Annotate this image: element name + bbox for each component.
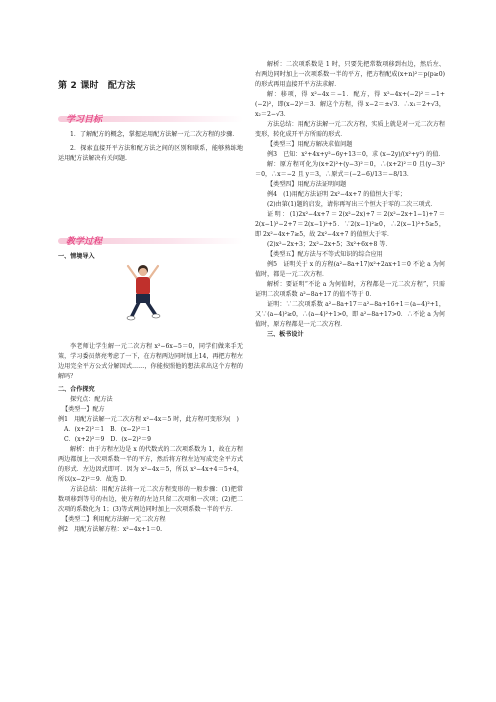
section-heading: 二、合作探究 [58, 386, 95, 393]
page-title: 第 2 课时 配方法 [58, 81, 136, 91]
example-3-answer: 解：原方程可化为(x+2)²+(y−3)²＝0，∴(x+2)²＝0 且(y−3)²＝0，∴x＝−2 且 y＝3，∴原式＝(−2−6)/13＝−8/13． [255, 161, 445, 178]
section-heading: 一、情境导入 [58, 253, 95, 260]
right-content [255, 60, 445, 340]
intro-paragraph: 李老师让学生解一元二次方程 x²−6x−5＝0，同学们做来手无策，学习委员蔡亮考虑了一下，在方程两边同时加上14，再把方程左边用完全平方公式分解因式……，你能按照他的想法求出这个方程的解吗？ [58, 343, 243, 380]
example-4-question-part2: (2)由第(1)题的启发，请你再写出三个恒大于零的二次三项式． [267, 201, 437, 208]
example-1-options: A．(x+2)²＝1 B．(x−2)²＝1 [64, 426, 151, 433]
type-heading: 【类型四】用配方法证明问题 [267, 181, 347, 188]
goals-list [58, 130, 243, 164]
goals-banner [58, 112, 243, 125]
example-2-question: 例2 用配方法解方程：x²−4x+1＝0. [58, 526, 163, 533]
goal-item: 1．了解配方的概念，掌握运用配方法解一元二次方程的步骤． [70, 131, 239, 138]
goals-banner-label: 学习目标 [66, 115, 103, 125]
goal-item: 2．探索直接开平方法和配方法之间的区别和联系，能够熟练地运用配方法解决有关问题. [58, 145, 243, 162]
type-heading: 【类型五】配方法与不等式知识的综合应用 [267, 251, 383, 258]
example-3-question: 例3 已知：x²+4x+y²−6y+13＝0，求 (x−2y)/(x²+y²) 的值． [267, 151, 445, 158]
example-5-analysis: 解析：要证明“不论 a 为何值时，方程都是一元二次方程”，只需证明二次项系数 a²−8a+17 的值不等于 0． [255, 281, 445, 298]
process-banner [58, 234, 243, 247]
type-heading: 【类型二】利用配方法解一元二次方程 [62, 516, 166, 523]
example-5-question: 例5 证明关于 x 的方程(a²−8a+17)x²+2ax+1＝0 不论 a 为何值时，都是一元二次方程． [255, 261, 445, 278]
jumping-boy-image [123, 262, 163, 328]
example-1-solution: 解析：由于方程左边是 x 的代数式的二次项系数为 1，故在方程两边都加上一次项系数一半的平方，然后将方程左边写成完全平方式的形式．左边因式即可．因为 x²−4x＝5，所以 x²−4x+4＝5+4，所以(x−2)²＝9．故选 D． [58, 446, 243, 483]
example-2-analysis: 解析：二次项系数是 1 时，只要先把常数项移到右边，然后左、右两边同时加上一次项系数一半的平方，把方程配成(x+n)²＝p(p≥0)的形式再用直接开平方法求解． [255, 61, 445, 88]
example-1-question: 例1 用配方法解一元二次方程 x²−4x＝5 时，此方程可变形为( ) [58, 416, 239, 423]
example-4-answer: 证明：(1)2x²−4x+7＝2(x²−2x)+7＝2(x²−2x+1−1)+7＝2(x−1)²−2+7＝2(x−1)²+5．∵2(x−1)²≥0，∴2(x−1)²+5≥5，即 2x²−4x+7≥5，故 2x²−4x+7 的值恒大于零． [255, 211, 445, 238]
example-4-question: 例4 (1)用配方法证明 2x²−4x+7 的值恒大于零； [267, 191, 406, 198]
explore-point: 探究点：配方法 [70, 396, 113, 403]
section-heading: 三、板书设计 [267, 331, 304, 338]
method-summary: 方法总结：用配方法将一元二次方程变形的一般步骤：(1)把常数项移到等号的右边，使方程的左边只留二次项和一次项；(2)把二次项的系数化为 1；(3)等式两边同时加上一次项系数一半的平方． [58, 486, 243, 513]
example-2-answer: 解：移项，得 x²−4x＝−1．配方，得 x²−4x+(−2)²＝−1+(−2)²，即(x−2)²＝3．解这个方程，得 x−2＝±√3．∴x₁＝2+√3，x₂＝2−√3． [255, 91, 445, 118]
example-4-answer-part2: (2)x²−2x+3；2x²−2x+5；3x²+6x+8 等． [267, 241, 392, 248]
type-heading: 【类型三】用配方解决求值问题 [267, 141, 353, 148]
example-1-options: C．(x+2)²＝9 D．(x−2)²＝9 [64, 436, 152, 443]
intro-block [58, 342, 243, 535]
type-heading: 【类型一】配方 [62, 406, 105, 413]
process-banner-label: 教学过程 [66, 237, 103, 247]
example-5-answer: 证明：∵二次项系数 a²−8a+17＝a²−8a+16+1＝(a−4)²+1，又∵(a−4)²≥0，∴(a−4)²+1>0，即 a²−8a+17>0．∴不论 a 为何值时，原方程都是一元二次方程． [255, 301, 445, 328]
method-summary: 方法总结：用配方法解一元二次方程，实质上就是对一元二次方程变形，转化成开平方所需的形式． [255, 121, 445, 138]
